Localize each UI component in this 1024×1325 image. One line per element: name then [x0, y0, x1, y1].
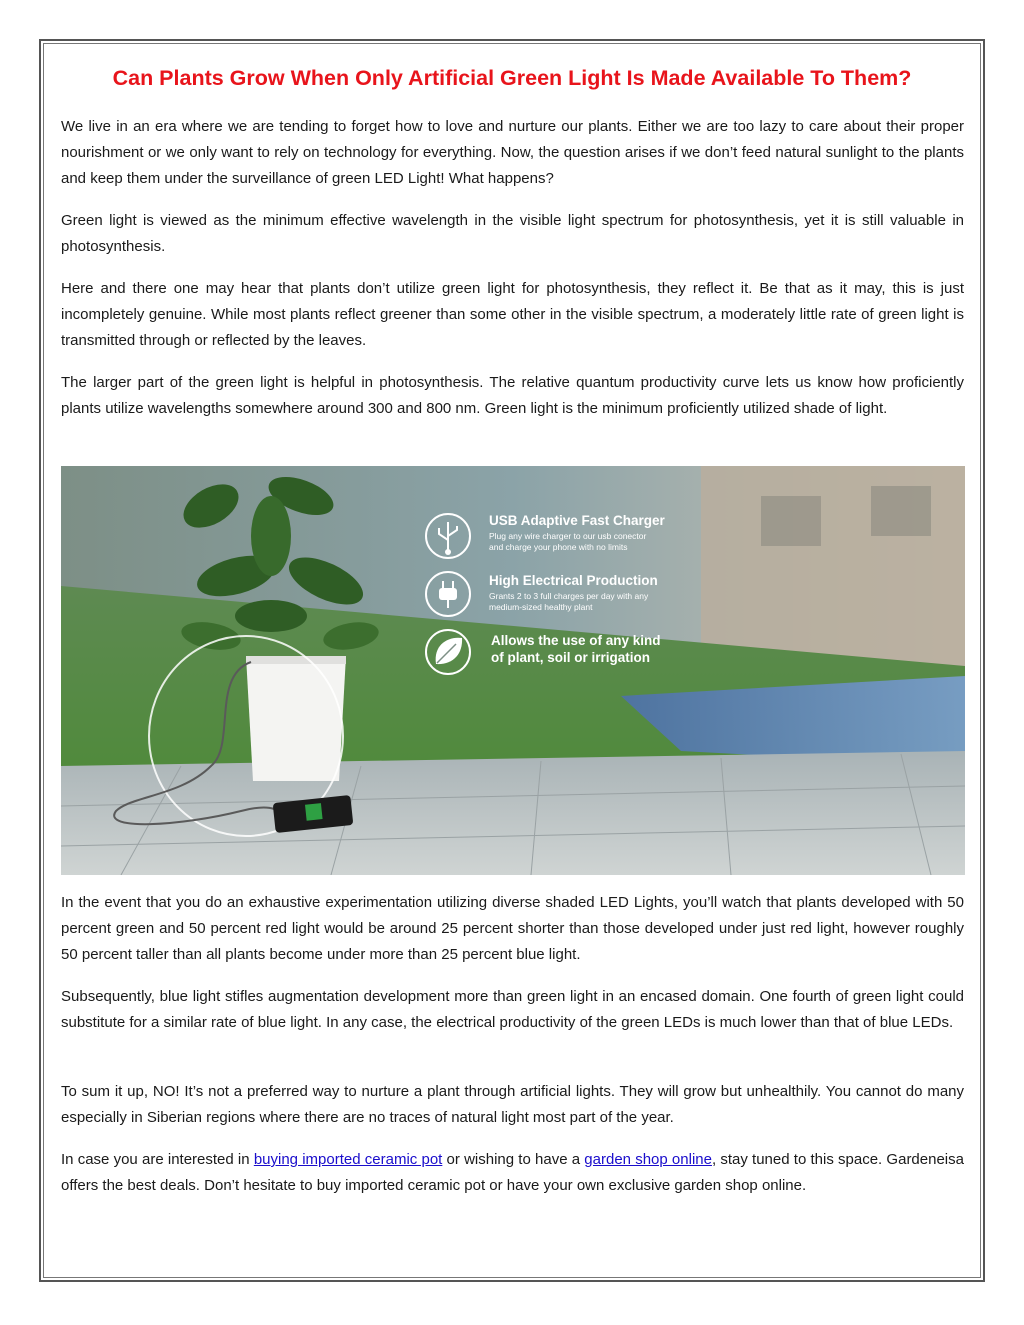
feature-1-heading: USB Adaptive Fast Charger — [489, 513, 665, 528]
link-buying-imported-ceramic-pot[interactable]: buying imported ceramic pot — [253, 1151, 443, 1168]
page-title: Can Plants Grow When Only Artificial Green Light Is Made Available To Them? — [112, 66, 912, 90]
paragraph-experiment: In the event that you do an exhaustive experimentation utilizing diverse shaded LED Lights, you’ll watch that plants developed with 50 percent green and 50 percent red light would be around 25 percent shorter than those developed under just red light, however roughly 50 percent taller than all plants become under more than 25 percent blue light. — [61, 894, 964, 963]
paragraph-cta — [61, 1147, 964, 1199]
paragraph-green-light: Green light is viewed as the minimum effective wavelength in the visible light spectrum for photosynthesis, yet it is still valuable in photosynthesis. — [61, 212, 964, 255]
paragraph-blue-light: Subsequently, blue light stifles augmentation development more than green light in an encased domain. One fourth of green light could substitute for a similar rate of blue light. In any case, the electrical productivity of the green LEDs is much lower than that of blue LEDs. — [61, 988, 964, 1031]
paragraph-intro: We live in an era where we are tending to forget how to love and nurture our plants. Either we are too lazy to care about their proper nourishment or we only want to rely on technology for everything. Now, the question arises if we don’t feed natural sunlight to the plants and keep them under the surveillance of green LED Light! What happens? — [61, 118, 964, 187]
feature-1-line-2: and charge your phone with no limits — [489, 542, 628, 552]
paragraph-reflect: Here and there one may hear that plants don’t utilize green light for photosynthesis, they reflect it. Be that as it may, this is just incompletely genuine. While most plants reflect greener than some other in the visible spectrum, a moderately little rate of green light is transmitted through or reflected by the leaves. — [61, 280, 964, 349]
link-garden-shop-online[interactable]: garden shop online — [584, 1151, 712, 1168]
feature-2-line-2: medium-sized healthy plant — [489, 602, 593, 612]
feature-3-heading: Allows the use of any kind — [491, 633, 661, 648]
cta-text-start: In case you are interested in — [61, 1151, 254, 1168]
plant-pot-photo — [61, 466, 965, 875]
cta-text-end: , stay tuned to this space. Gardeneisa offers the best deals. Don’t hesitate to buy imported ceramic pot or have your own exclusive garden shop online. — [61, 1151, 964, 1194]
feature-2-heading: High Electrical Production — [489, 573, 658, 588]
paragraph-conclusion: To sum it up, NO! It’s not a preferred way to nurture a plant through artificial lights. They will grow but unhealthily. You cannot do many especially in Siberian regions where there are no traces of natural light most part of the year. — [61, 1083, 964, 1126]
feature-2-line-1: Grants 2 to 3 full charges per day with any — [489, 591, 649, 601]
cta-text-middle: or wishing to have a — [442, 1151, 585, 1168]
feature-3-line-1: of plant, soil or irrigation — [491, 650, 651, 665]
paragraph-quantum: The larger part of the green light is helpful in photosynthesis. The relative quantum productivity curve lets us know how proficiently plants utilize wavelengths somewhere around 300 and 800 nm. Green light is the minimum proficiently utilized shade of light. — [61, 374, 964, 417]
feature-1-line-1: Plug any wire charger to our usb conector — [489, 531, 647, 541]
